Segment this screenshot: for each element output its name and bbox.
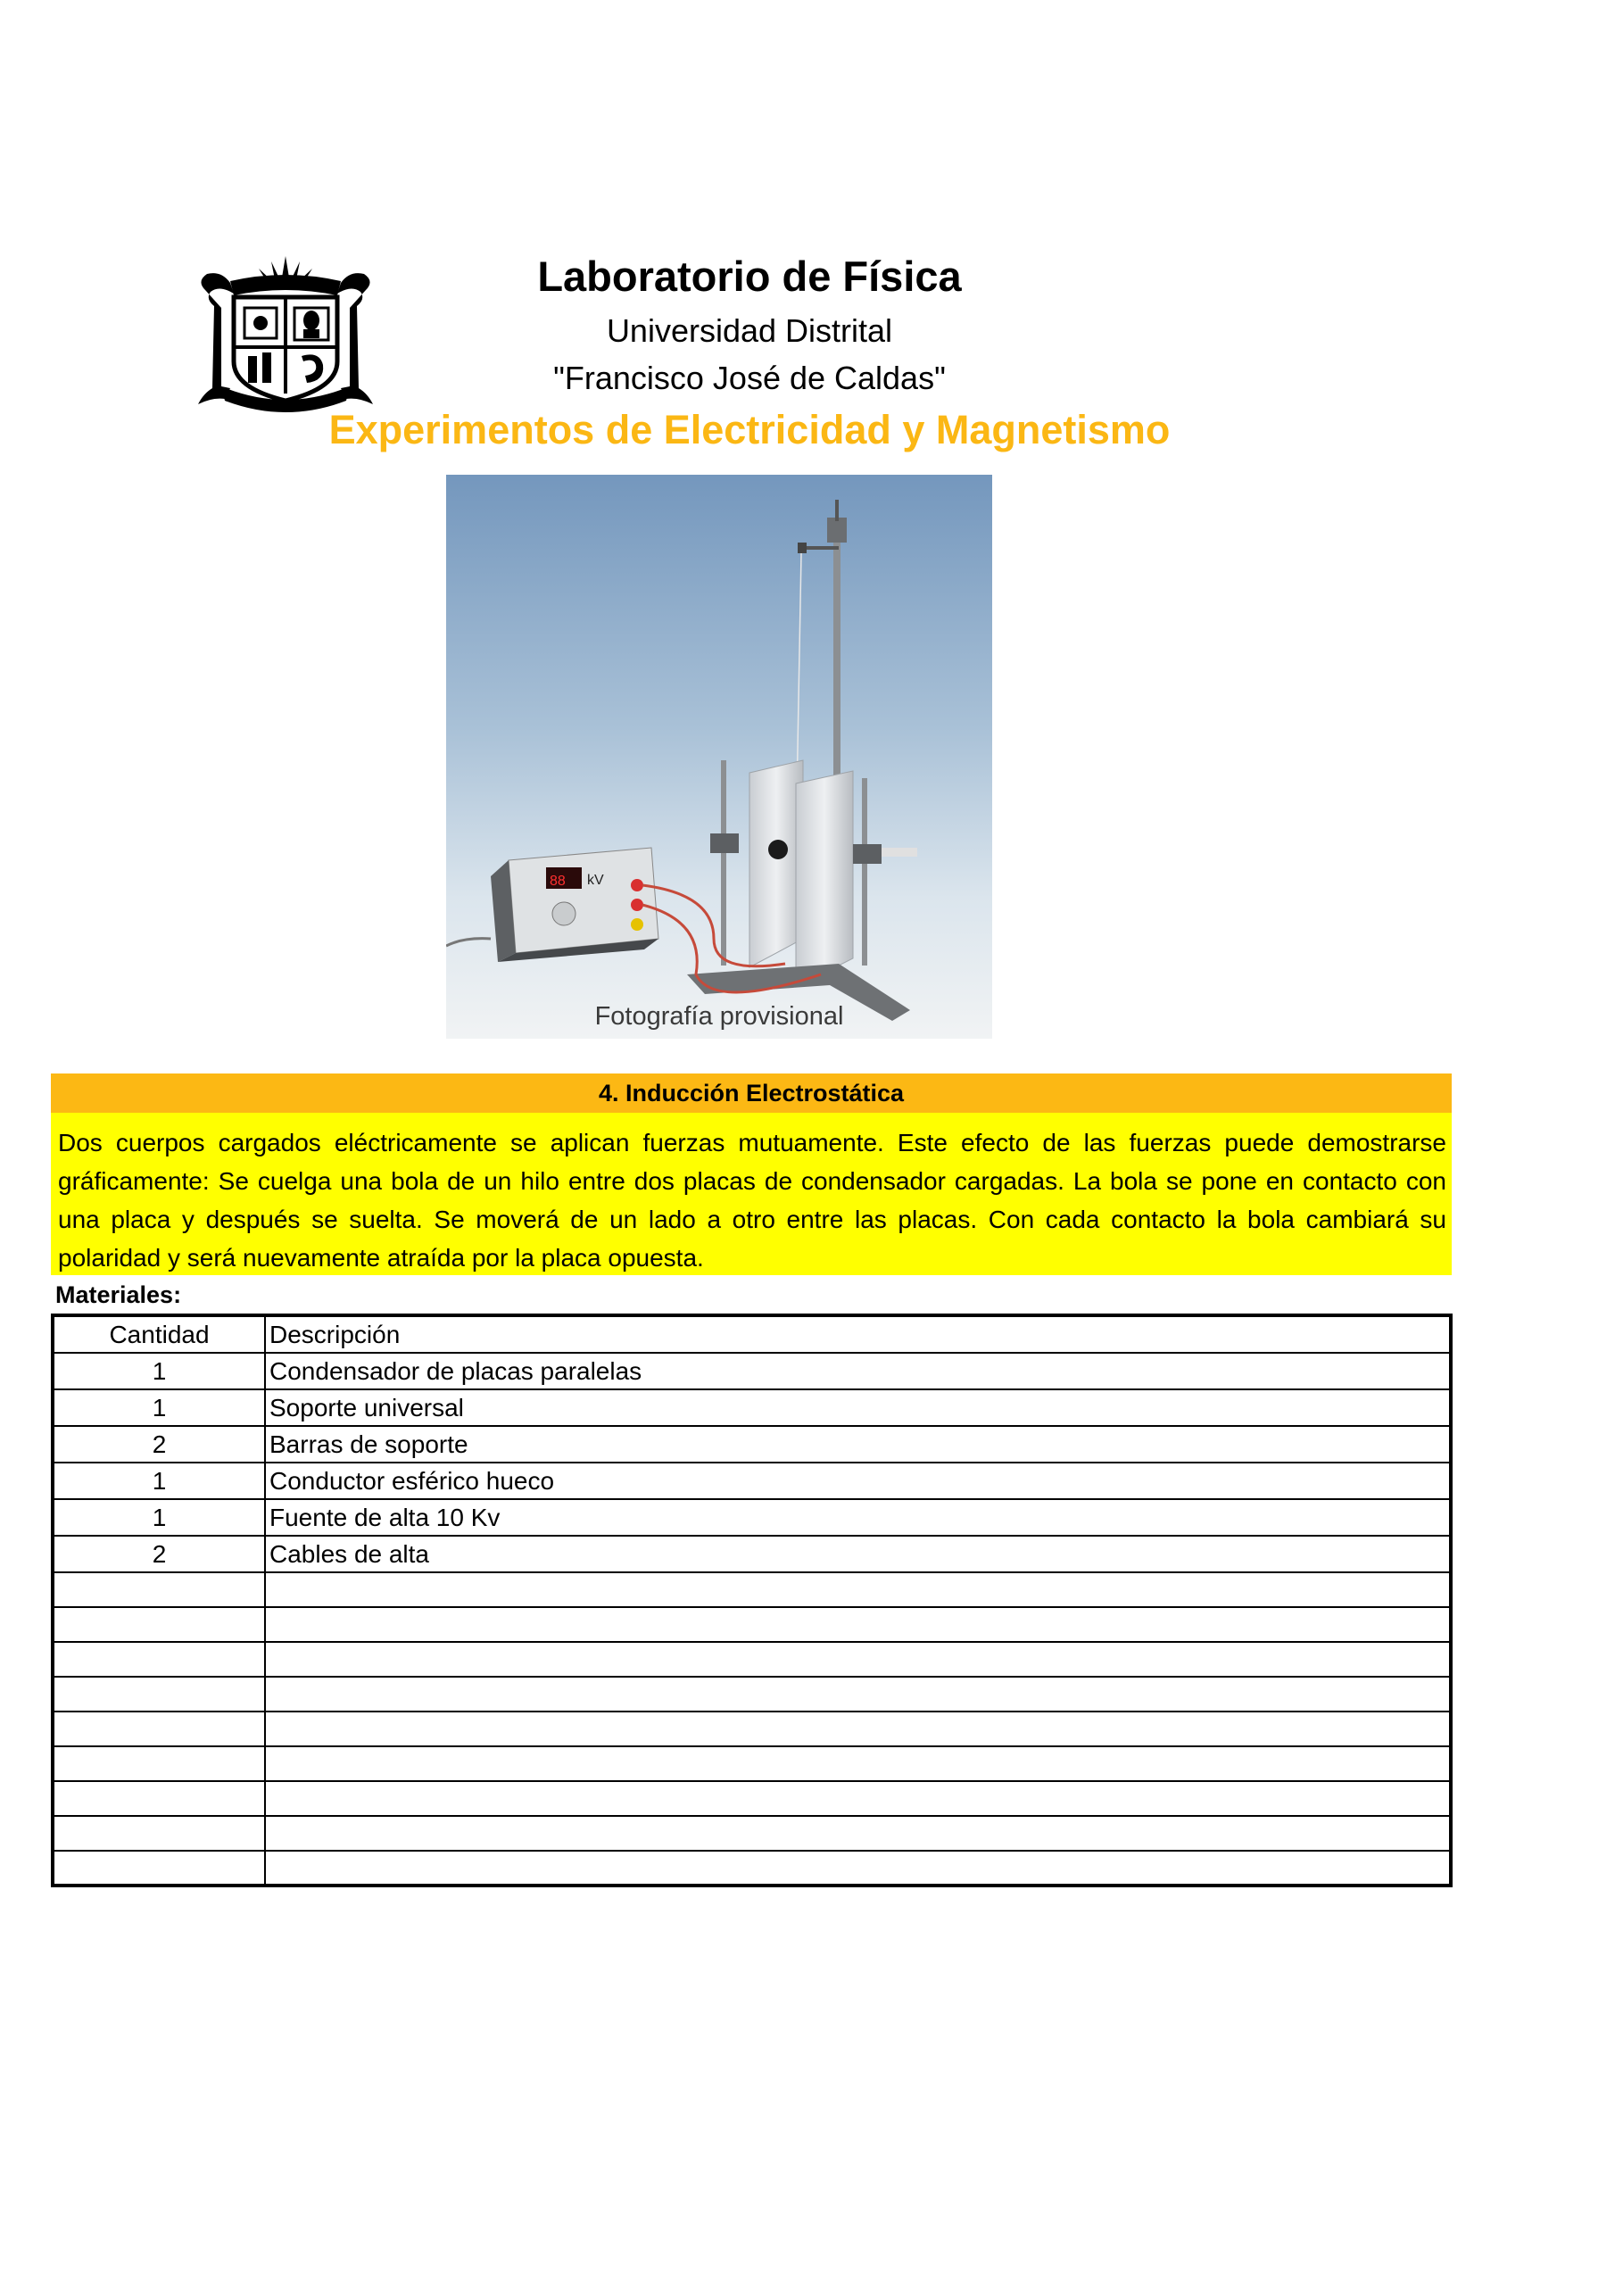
material-description [265,1642,1451,1677]
material-description [265,1851,1451,1886]
table-row [53,1712,1451,1746]
material-quantity [53,1642,265,1677]
material-quantity [53,1816,265,1851]
table-row [53,1642,1451,1677]
material-quantity [53,1607,265,1642]
material-description: Barras de soporte [265,1426,1451,1463]
table-row [53,1389,1451,1426]
table-row [53,1816,1451,1851]
material-quantity [53,1712,265,1746]
experiment-title: 4. Inducción Electrostática [51,1073,1452,1113]
table-row [53,1536,1451,1572]
material-description [265,1746,1451,1781]
material-description: Condensador de placas paralelas [265,1353,1451,1389]
material-quantity: 1 [53,1353,265,1389]
material-description: Soporte universal [265,1389,1451,1426]
table-row [53,1463,1451,1499]
material-quantity [53,1746,265,1781]
table-row [53,1851,1451,1886]
materials-table [51,1314,1453,1887]
university-full-name: "Francisco José de Caldas" [553,360,946,396]
material-description [265,1781,1451,1816]
document-subtitle: Experimentos de Electricidad y Magnetismo [328,407,1171,452]
table-row [53,1746,1451,1781]
photo-caption: Fotografía provisional [594,1002,844,1031]
material-description: Cables de alta [265,1536,1451,1572]
page-title: Laboratorio de Física [537,253,962,300]
material-quantity [53,1572,265,1607]
table-row [53,1607,1451,1642]
table-row [53,1499,1451,1536]
material-quantity: 1 [53,1463,265,1499]
experiment-description: Dos cuerpos cargados eléctricamente se aplican fuerzas mutuamente. Este efecto de las fuerzas puede demostrarse gráficamente: Se cuelga una bola de un hilo entre dos placas de condensador cargadas. La bola se pone en contacto con una placa y después se suelta. Se moverá de un lado a otro entre las placas. Con cada contacto la bola cambiará su polaridad y será nuevamente atraída por la placa opuesta. [51,1113,1452,1275]
table-header-row [53,1315,1451,1353]
material-description [265,1607,1451,1642]
device-display-label: kV [587,873,604,888]
material-quantity: 2 [53,1426,265,1463]
column-header-quantity: Cantidad [53,1315,265,1353]
material-quantity: 1 [53,1389,265,1426]
svg-text:88: 88 [550,874,566,889]
material-quantity: 2 [53,1536,265,1572]
table-row [53,1677,1451,1712]
materials-label: Materiales: [55,1281,182,1308]
experiment-photo [446,475,992,1039]
material-quantity [53,1851,265,1886]
material-description: Fuente de alta 10 Kv [265,1499,1451,1536]
table-row [53,1353,1451,1389]
material-description: Conductor esférico hueco [265,1463,1451,1499]
material-quantity [53,1781,265,1816]
material-description [265,1572,1451,1607]
material-description [265,1712,1451,1746]
material-quantity: 1 [53,1499,265,1536]
material-description [265,1816,1451,1851]
table-row [53,1572,1451,1607]
table-row [53,1426,1451,1463]
column-header-description: Descripción [265,1315,1451,1353]
material-description [265,1677,1451,1712]
material-quantity [53,1677,265,1712]
table-row [53,1781,1451,1816]
university-name: Universidad Distrital [606,312,893,349]
